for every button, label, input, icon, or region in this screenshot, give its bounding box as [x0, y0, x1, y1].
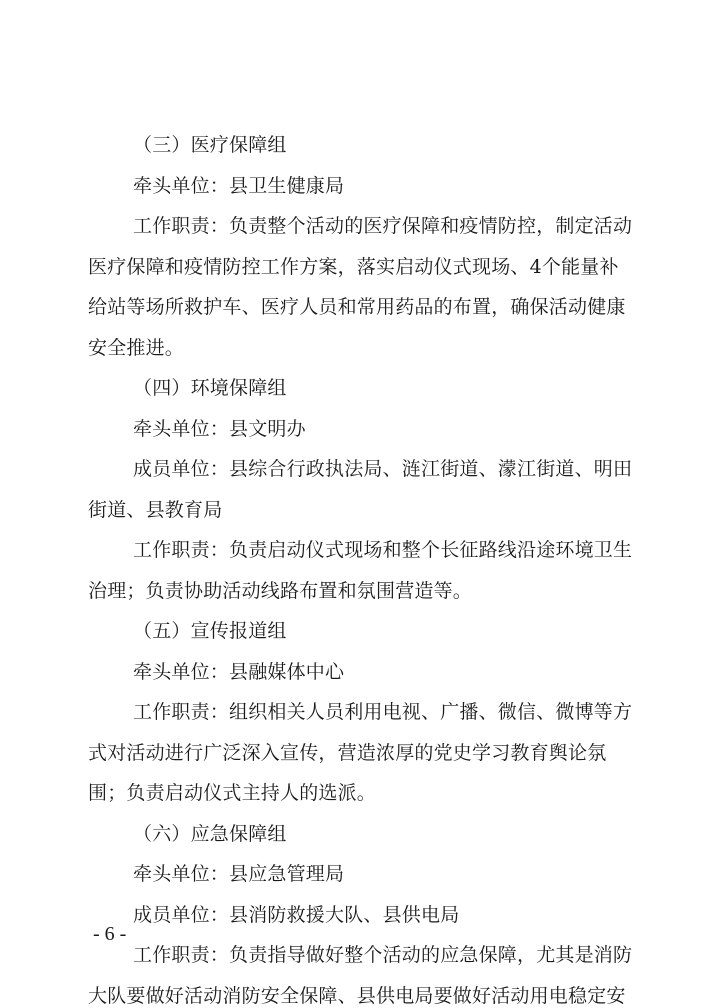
- duty-line: 给站等场所救护车、医疗人员和常用药品的布置，确保活动健康: [88, 296, 626, 318]
- duty-line: 式对活动进行广泛深入宣传，营造浓厚的党史学习教育舆论氛: [88, 742, 607, 764]
- duty-line: 工作职责：负责启动仪式现场和整个长征路线沿途环境卫生: [133, 539, 633, 561]
- lead-unit-medical: 牵头单位：县卫生健康局: [133, 175, 345, 197]
- duty-line: 工作职责：负责指导做好整个活动的应急保障，尤其是消防: [133, 944, 633, 966]
- duty-line: 安全推进。: [88, 337, 185, 359]
- member-line: 街道、县教育局: [88, 499, 223, 521]
- member-line: 成员单位：县消防救援大队、县供电局: [133, 904, 460, 926]
- duty-line: 工作职责：负责整个活动的医疗保障和疫情防控，制定活动: [133, 215, 633, 237]
- duty-line: 围；负责启动仪式主持人的选派。: [88, 782, 377, 804]
- duty-line: 工作职责：组织相关人员利用电视、广播、微信、微博等方: [133, 701, 633, 723]
- duty-line: 治理；负责协助活动线路布置和氛围营造等。: [88, 580, 473, 602]
- page-number: - 6 -: [93, 923, 127, 945]
- member-line: 成员单位：县综合行政执法局、涟江街道、濛江街道、明田: [133, 458, 633, 480]
- lead-unit-publicity: 牵头单位：县融媒体中心: [133, 661, 345, 683]
- duty-line: 大队要做好活动消防安全保障、县供电局要做好活动用电稳定安: [88, 985, 626, 1007]
- lead-unit-environment: 牵头单位：县文明办: [133, 418, 306, 440]
- section-heading-emergency: （六）应急保障组: [133, 823, 287, 845]
- section-heading-environment: （四）环境保障组: [133, 377, 287, 399]
- section-heading-publicity: （五）宣传报道组: [133, 620, 287, 642]
- section-heading-medical: （三）医疗保障组: [133, 134, 287, 156]
- duty-line: 医疗保障和疫情防控工作方案，落实启动仪式现场、4个能量补: [88, 256, 619, 278]
- lead-unit-emergency: 牵头单位：县应急管理局: [133, 863, 345, 885]
